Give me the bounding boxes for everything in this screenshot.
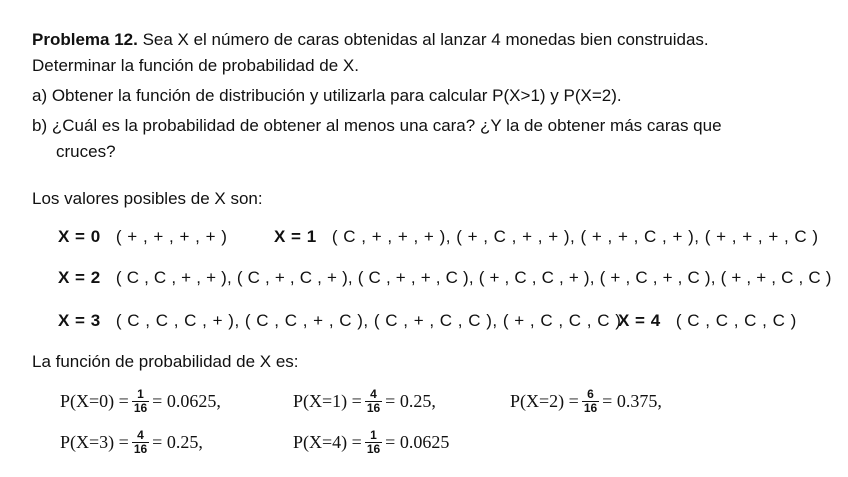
outcome-x0 (58, 227, 227, 247)
prob-lhs: P(X=2) = (510, 391, 579, 411)
probability-p1 (293, 388, 436, 415)
prob-lhs: P(X=4) = (293, 432, 362, 452)
probability-p4 (293, 429, 449, 456)
probability-p3 (60, 429, 203, 456)
outcome-label: X = 0 (58, 227, 101, 246)
prob-rhs: = 0.25, (385, 391, 436, 411)
outcome-label: X = 4 (618, 311, 661, 330)
probability-p0 (60, 388, 221, 415)
fraction-denominator: 16 (133, 401, 148, 415)
fraction (365, 429, 382, 456)
fraction-numerator: 4 (137, 428, 144, 442)
outcome-sets: ( C , + , + , + ), ( + , C , + , + ), ( + , + , C , + ), ( + , + , + , C ) (331, 227, 819, 246)
prob-lhs: P(X=3) = (60, 432, 129, 452)
outcome-x1 (274, 227, 819, 247)
prob-rhs: = 0.375, (602, 391, 662, 411)
outcome-label: X = 2 (58, 268, 101, 287)
fraction-numerator: 1 (370, 428, 377, 442)
outcome-x2 (58, 268, 832, 288)
fraction-denominator: 16 (366, 401, 381, 415)
outcome-sets: ( C , C , C , + ), ( C , C , + , C ), ( C , + , C , C ), ( + , C , C , C ) (115, 311, 622, 330)
outcome-sets: ( C , C , C , C ) (675, 311, 797, 330)
prob-rhs: = 0.0625 (385, 432, 450, 452)
outcome-sets: ( C , C , + , + ), ( C , + , C , + ), ( C , + , + , C ), ( + , C , C , + ), ( + , C , + , C ), ( + , + , C , C ) (115, 268, 832, 287)
question-b-line-1: b) ¿Cuál es la probabilidad de obtener al menos una cara? ¿Y la de obtener más caras que (32, 116, 722, 135)
fraction (582, 388, 599, 415)
outcome-label: X = 3 (58, 311, 101, 330)
fraction-numerator: 6 (587, 387, 594, 401)
fraction (365, 388, 382, 415)
fraction-numerator: 1 (137, 387, 144, 401)
values-intro: Los valores posibles de X son: (32, 189, 263, 208)
prob-rhs: = 0.0625, (152, 391, 221, 411)
fraction (132, 429, 149, 456)
fraction (132, 388, 149, 415)
fraction-denominator: 16 (366, 442, 381, 456)
question-b-line-2: cruces? (56, 142, 116, 161)
problem-label: Problema 12. (32, 30, 138, 49)
outcome-label: X = 1 (274, 227, 317, 246)
pf-intro: La función de probabilidad de X es: (32, 352, 299, 371)
probability-p2 (510, 388, 662, 415)
fraction-denominator: 16 (583, 401, 598, 415)
prob-lhs: P(X=1) = (293, 391, 362, 411)
fraction-numerator: 4 (370, 387, 377, 401)
outcome-sets: ( + , + , + , + ) (115, 227, 228, 246)
outcome-x4 (618, 311, 797, 331)
problem-text-2: Determinar la función de probabilidad de X. (32, 56, 359, 75)
problem-text-1: Sea X el número de caras obtenidas al lanzar 4 monedas bien construidas. (142, 30, 709, 49)
question-a: a) Obtener la función de distribución y utilizarla para calcular P(X>1) y P(X=2). (32, 86, 622, 105)
problem-statement-line-1 (32, 30, 709, 50)
fraction-denominator: 16 (133, 442, 148, 456)
prob-lhs: P(X=0) = (60, 391, 129, 411)
outcome-x3 (58, 311, 621, 331)
prob-rhs: = 0.25, (152, 432, 203, 452)
